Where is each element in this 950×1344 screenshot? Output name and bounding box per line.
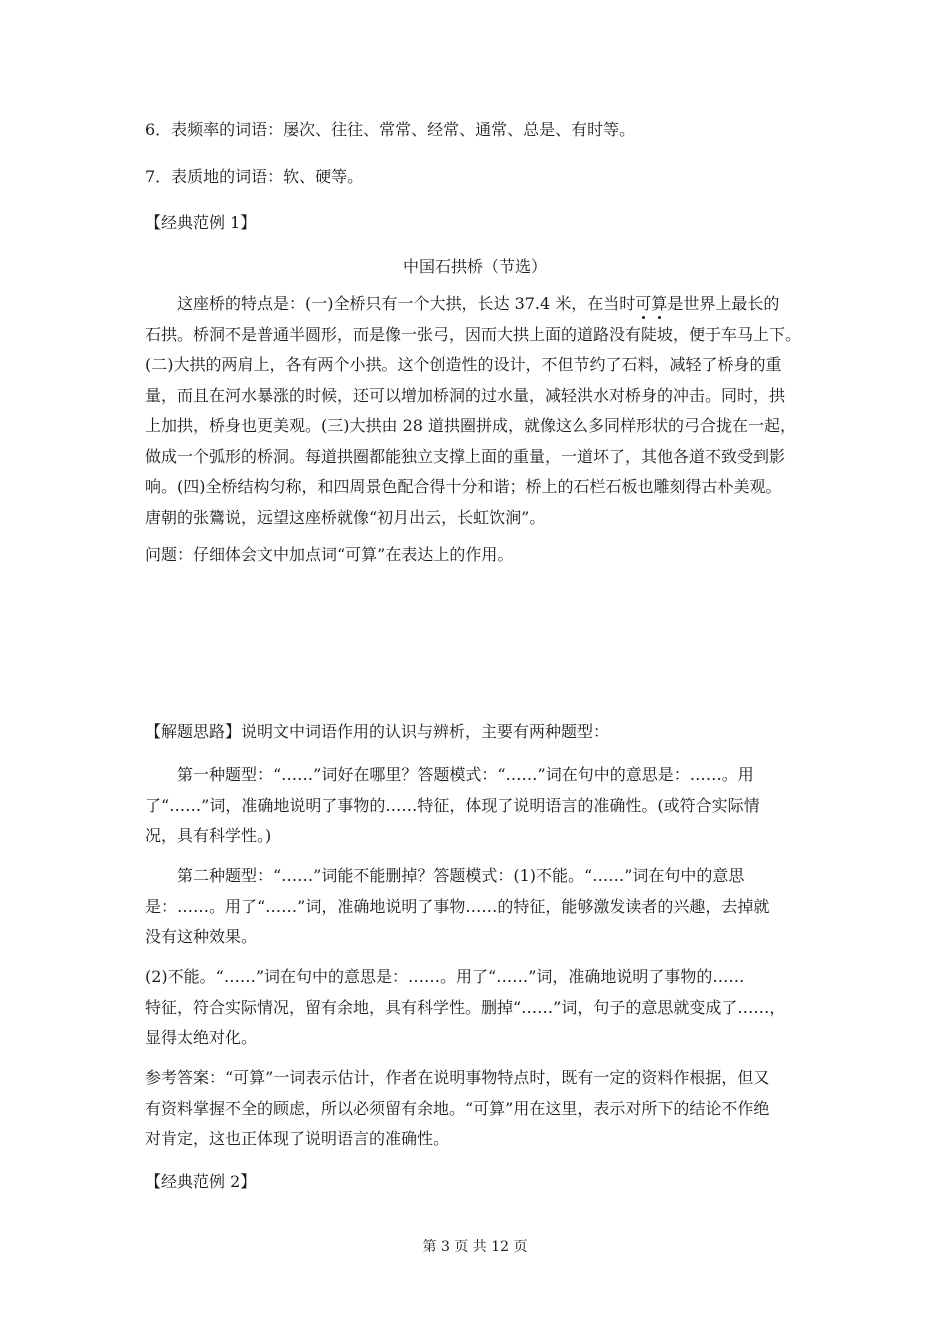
page-number-footer: 第 3 页 共 12 页 (422, 1239, 528, 1255)
emphasis-dot-char: 算 (651, 294, 668, 313)
question: 问题：仔细体会文中加点词“可算”在表达上的作用。 (145, 545, 514, 564)
approach-intro: 【解题思路】说明文中词语作用的认识与辨析，主要有两种题型： (145, 722, 610, 741)
paragraph-row: 第一种题型：“……”词好在哪里？答题模式：“……”词在句中的意思是：……。用 (177, 765, 754, 784)
item-6-frequency-words: 6．表频率的词语：屡次、往往、常常、经常、通常、总是、有时等。 (145, 120, 636, 139)
question-type-1 (145, 760, 807, 852)
article-passage (145, 289, 807, 533)
paragraph-row: 特征，符合实际情况，留有余地，具有科学性。删掉“……”词，句子的意思就变成了……， (145, 997, 786, 1017)
article-row: 石拱。桥洞不是普通半圆形，而是像一张弓，因而大拱上面的道路没有陡坡，便于车马上下。 (145, 324, 802, 344)
paragraph-row: 参考答案：“可算”一词表示估计，作者在说明事物特点时，既有一定的资料作根据，但又 (145, 1068, 770, 1087)
emphasis-dot-char: 可 (635, 294, 652, 313)
paragraph-row: 了“……”词，准确地说明了事物的……特征，体现了说明语言的准确性。(或符合实际情 (145, 795, 760, 815)
article-row: 唐朝的张鷟说，远望这座桥就像“初月出云，长虹饮涧”。 (145, 507, 546, 527)
paragraph-row: 显得太绝对化。 (145, 1028, 258, 1047)
paragraph-row: 是：……。用了“……”词，准确地说明了事物……的特征，能够激发读者的兴趣，去掉就 (145, 896, 770, 916)
paragraph-row: 况，具有科学性。) (145, 826, 272, 845)
paragraph-row: 第二种题型：“……”词能不能删掉？答题模式：(1)不能。“……”词在句中的意思 (177, 866, 745, 885)
example-1-heading: 【经典范例 1】 (145, 213, 257, 232)
question-type-2-part-2 (145, 962, 807, 1054)
reference-answer (145, 1063, 807, 1155)
article-title: 中国石拱桥（节选） (402, 257, 547, 276)
item-7-texture-words: 7．表质地的词语：软、硬等。 (145, 167, 364, 186)
article-row: 上加拱，桥身也更美观。(三)大拱由 28 道拱圈拼成，就像这么多同样形状的弓合拢在一起， (145, 416, 797, 435)
article-row: 做成一个弧形的桥洞。每道拱圈都能独立支撑上面的重量，一道坏了，其他各道不致受到影 (145, 446, 786, 466)
paragraph-row: 没有这种效果。 (145, 927, 258, 946)
paragraph-row: 有资料掌握不全的顾虑，所以必须留有余地。“可算”用在这里，表示对所下的结论不作绝 (145, 1098, 770, 1118)
article-row-text: 是世界上最长的 (667, 294, 780, 313)
example-2-heading: 【经典范例 2】 (145, 1172, 257, 1191)
article-row-text: 这座桥的特点是：(一)全桥只有一个大拱，长达 37.4 米，在当时 (177, 294, 636, 313)
article-row (145, 289, 807, 320)
paragraph-row: 对肯定，这也正体现了说明语言的准确性。 (145, 1129, 450, 1148)
question-type-2 (145, 861, 807, 953)
article-row: (二)大拱的两肩上，各有两个小拱。这个创造性的设计，不但节约了石料，减轻了桥身的重 (145, 355, 782, 374)
article-row: 响。(四)全桥结构匀称，和四周景色配合得十分和谐；桥上的石栏石板也雕刻得古朴美观。 (145, 477, 782, 496)
article-row: 量，而且在河水暴涨的时候，还可以增加桥洞的过水量，减轻洪水对桥身的冲击。同时，拱 (145, 385, 786, 405)
paragraph-row: (2)不能。“……”词在句中的意思是：……。用了“……”词，准确地说明了事物的…… (145, 967, 745, 986)
